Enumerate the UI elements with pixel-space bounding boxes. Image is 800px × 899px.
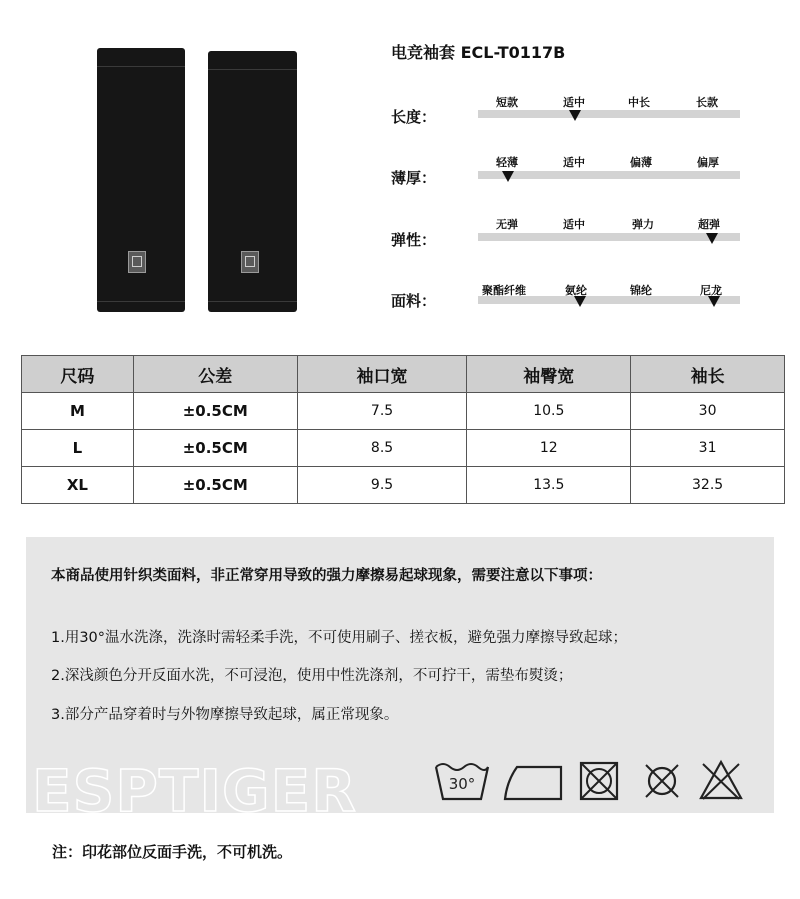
scale-marker (708, 296, 720, 307)
table-cell: ±0.5CM (133, 430, 297, 467)
logo-tag-icon (128, 251, 146, 273)
scale-option: 偏厚 (697, 156, 719, 169)
sleeve-image-right (208, 51, 297, 312)
scale-marker (706, 233, 718, 244)
no-bleach-icon (698, 759, 744, 801)
scale-bar-elasticity (478, 233, 740, 241)
table-cell: 30 (631, 393, 785, 430)
logo-tag-icon (241, 251, 259, 273)
table-cell: 7.5 (297, 393, 467, 430)
table-cell: 12 (467, 430, 631, 467)
scale-marker (569, 110, 581, 121)
iron-icon (503, 763, 565, 803)
product-title: 电竞袖套 ECL-T0117B (391, 43, 566, 62)
care-line: 1.用30°温水洗涤，洗涤时需轻柔手洗，不可使用刷子、搓衣板，避免强力摩擦导致起球； (51, 630, 628, 646)
scale-option: 适中 (563, 218, 585, 231)
table-header-row (22, 356, 785, 393)
scale-marker (574, 296, 586, 307)
sleeve-cuff-seam (97, 301, 185, 302)
table-cell: 13.5 (467, 467, 631, 504)
attr-label-length: 长度： (391, 108, 437, 126)
care-instructions-panel (26, 537, 774, 825)
scale-marker (502, 171, 514, 182)
table-cell: 31 (631, 430, 785, 467)
sleeve-cuff-seam (208, 69, 297, 70)
table-cell: ±0.5CM (133, 467, 297, 504)
scale-option: 锦纶 (630, 284, 652, 297)
size-table (21, 355, 785, 504)
scale-option: 聚酯纤维 (482, 284, 526, 297)
brand-watermark: ESPTIGER (32, 757, 357, 825)
table-row (22, 430, 785, 467)
no-dry-clean-icon (642, 761, 682, 801)
sleeve-image-left (97, 48, 185, 312)
scale-option: 偏薄 (630, 156, 652, 169)
scale-option: 轻薄 (496, 156, 518, 169)
table-cell: M (22, 393, 134, 430)
scale-option: 尼龙 (700, 284, 722, 297)
attr-label-elasticity: 弹性： (391, 231, 437, 249)
scale-bar-thickness (478, 171, 740, 179)
care-heading: 本商品使用针织类面料，非正常穿用导致的强力摩擦易起球现象，需要注意以下事项： (51, 568, 602, 584)
column-header: 袖口宽 (297, 356, 467, 393)
table-cell: 32.5 (631, 467, 785, 504)
wash-temp-label: 30° (448, 775, 476, 793)
sleeve-cuff-seam (208, 301, 297, 302)
no-tumble-dry-icon (579, 761, 619, 801)
scale-option: 弹力 (632, 218, 654, 231)
attr-label-thickness: 薄厚： (391, 169, 437, 187)
table-row (22, 467, 785, 504)
column-header: 袖臀宽 (467, 356, 631, 393)
scale-option: 氨纶 (565, 284, 587, 297)
scale-option: 短款 (496, 96, 518, 109)
scale-option: 无弹 (496, 218, 518, 231)
scale-option: 中长 (628, 96, 650, 109)
sleeve-cuff-seam (97, 66, 185, 67)
table-cell: ±0.5CM (133, 393, 297, 430)
scale-option: 长款 (696, 96, 718, 109)
wash-30-icon (433, 759, 491, 803)
table-cell: 8.5 (297, 430, 467, 467)
table-cell: 9.5 (297, 467, 467, 504)
table-cell: L (22, 430, 134, 467)
care-line: 2.深浅颜色分开反面水洗，不可浸泡，使用中性洗涤剂，不可拧干，需垫布熨烫； (51, 668, 573, 684)
scale-option: 超弹 (698, 218, 720, 231)
column-header: 公差 (133, 356, 297, 393)
table-cell: XL (22, 467, 134, 504)
scale-bar-length (478, 110, 740, 118)
table-row (22, 393, 785, 430)
attr-label-fabric: 面料： (391, 292, 437, 310)
table-cell: 10.5 (467, 393, 631, 430)
footnote: 注：印花部位反面手洗，不可机洗。 (52, 843, 293, 861)
scale-option: 适中 (563, 156, 585, 169)
scale-option: 适中 (563, 96, 585, 109)
care-line: 3.部分产品穿着时与外物摩擦导致起球，属正常现象。 (51, 707, 399, 723)
column-header: 尺码 (22, 356, 134, 393)
column-header: 袖长 (631, 356, 785, 393)
